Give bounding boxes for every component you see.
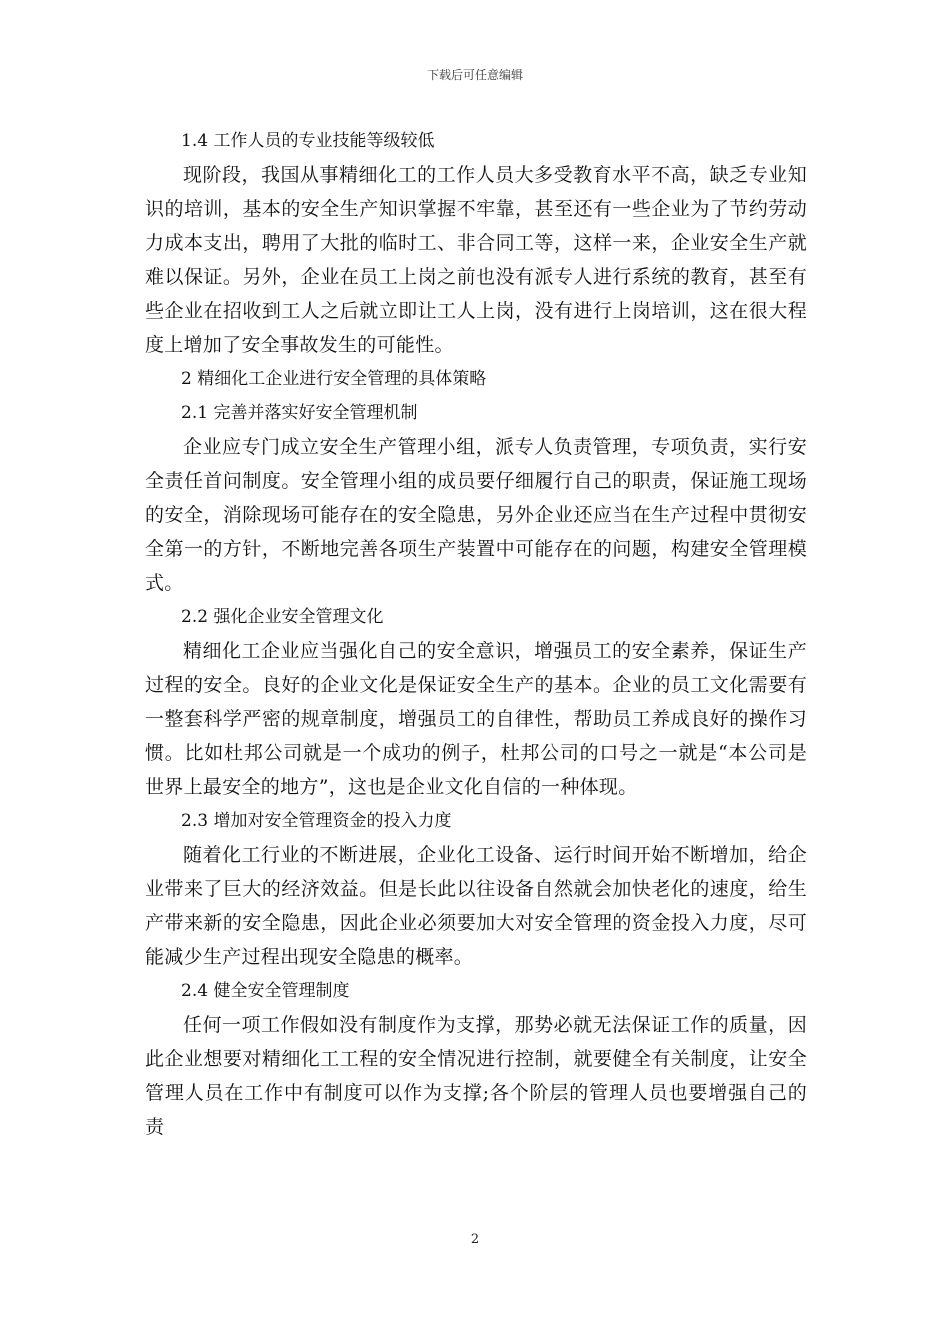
page-header-note: 下载后可任意编辑 — [426, 68, 523, 82]
document-body — [145, 124, 807, 1144]
section-paragraph-2-3: 随着化工行业的不断进展，企业化工设备、运行时间开始不断增加，给企业带来了巨大的经济效益。但是长此以往设备自然就会加快老化的速度，给生产带来新的安全隐患，因此企业必须要加大对安全管理的资金投入力度，尽可能减少生产过程出现安全隐患的概率。 — [145, 844, 807, 968]
section-paragraph-2-4: 任何一项工作假如没有制度作为支撑，那势必就无法保证工作的质量，因此企业想要对精细化工工程的安全情况进行控制，就要健全有关制度，让安全管理人员在工作中有制度可以作为支撑;各个阶层的管理人员也要增强自己的责 — [145, 1014, 807, 1138]
section-heading-2-3: 2.3 增加对安全管理资金的投入力度 — [181, 811, 452, 831]
section-heading-2-4: 2.4 健全安全管理制度 — [181, 981, 350, 1001]
section-paragraph-2-2: 精细化工企业应当强化自己的安全意识，增强员工的安全素养，保证生产过程的安全。良好的企业文化是保证安全生产的基本。企业的员工文化需要有一整套科学严密的规章制度，增强员工的自律性，帮助员工养成良好的操作习惯。比如杜邦公司就是一个成功的例子，杜邦公司的口号之一就是“本公司是世界上最安全的地方”，这也是企业文化自信的一种体现。 — [145, 640, 807, 798]
section-heading-2-1: 2.1 完善并落实好安全管理机制 — [181, 403, 418, 423]
section-paragraph-1-4: 现阶段，我国从事精细化工的工作人员大多受教育水平不高，缺乏专业知识的培训，基本的安全生产知识掌握不牢靠，甚至还有一些企业为了节约劳动力成本支出，聘用了大批的临时工、非合同工等，这样一来，企业安全生产就难以保证。另外，企业在员工上岗之前也没有派专人进行系统的教育，甚至有些企业在招收到工人之后就立即让工人上岗，没有进行上岗培训，这在很大程度上增加了安全事故发生的可能性。 — [145, 164, 807, 356]
section-heading-1-4: 1.4 工作人员的专业技能等级较低 — [181, 131, 435, 151]
section-heading-2-2: 2.2 强化企业安全管理文化 — [181, 607, 384, 627]
section-heading-2: 2 精细化工企业进行安全管理的具体策略 — [181, 369, 487, 389]
page-number: 2 — [470, 1232, 480, 1247]
section-paragraph-2-1: 企业应专门成立安全生产管理小组，派专人负责管理，专项负责，实行安全责任首问制度。安全管理小组的成员要仔细履行自己的职责，保证施工现场的安全，消除现场可能存在的安全隐患，另外企业还应当在生产过程中贯彻安全第一的方针，不断地完善各项生产装置中可能存在的问题，构建安全管理模式。 — [145, 436, 807, 594]
